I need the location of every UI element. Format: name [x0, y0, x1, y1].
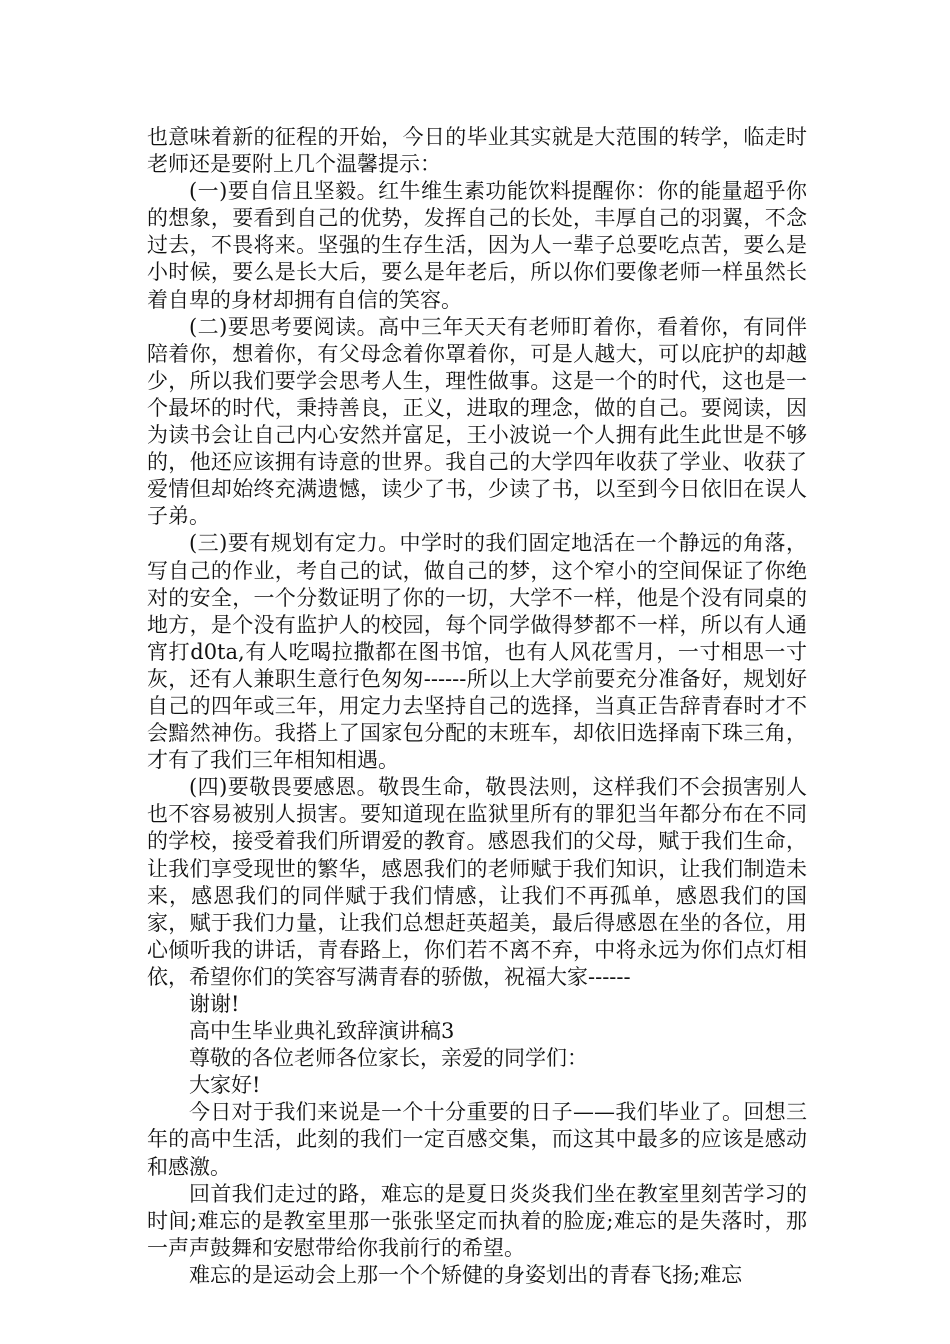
- paragraph: 回首我们走过的路，难忘的是夏日炎炎我们坐在教室里刻苦学习的时间;难忘的是教室里那一张张坚定而执着的脸庞;难忘的是失落时，那一声声鼓舞和安慰带给你我前行的希望。: [147, 1181, 807, 1260]
- salutation: 尊敬的各位老师各位家长，亲爱的同学们：: [189, 1046, 588, 1071]
- paragraph: (三)要有规划有定力。中学时的我们固定地活在一个静远的角落，写自己的作业，考自己的试，做自己的梦，这个窄小的空间保证了你绝对的安全，一个分数证明了你的一切，大学不一样，他是个没有同桌的地方，是个没有监护人的校园，每个同学做得梦都不一样，所以有人通宵打d0ta,有人吃喝拉撒都在图书馆，也有人风花雪月，一寸相思一寸灰，还有人兼职生意行色匆匆------所以上大学前要充分准备好，规划好自己的四年或三年，用定力去坚持自己的选择，当真正告辞青春时才不会黯然神伤。我搭上了国家包分配的末班车，却依旧选择南下珠三角，才有了我们三年相知相遇。: [147, 531, 807, 773]
- paragraph: 难忘的是运动会上那一个个矫健的身姿划出的青春飞扬;难忘: [189, 1262, 743, 1287]
- paragraph: (四)要敬畏要感恩。敬畏生命，敬畏法则，这样我们不会损害别人也不容易被别人损害。要知道现在监狱里所有的罪犯当年都分布在不同的学校，接受着我们所谓爱的教育。感恩我们的父母，赋于我们生命，让我们享受现世的繁华，感恩我们的老师赋于我们知识，让我们制造未来，感恩我们的同伴赋于我们情感，让我们不再孤单，感恩我们的国家，赋于我们力量，让我们总想赶英超美，最后得感恩在坐的各位，用心倾听我的讲话，青春路上，你们若不离不弃，中将永远为你们点灯相依，希望你们的笑容写满青春的骄傲，祝福大家------: [147, 775, 807, 989]
- section-heading: 高中生毕业典礼致辞演讲稿3: [189, 1019, 455, 1044]
- paragraph: 也意味着新的征程的开始，今日的毕业其实就是大范围的转学，临走时老师还是要附上几个温馨提示：: [147, 125, 807, 177]
- greeting: 大家好!: [189, 1073, 261, 1098]
- document-body: [147, 124, 807, 1289]
- paragraph: (一)要自信且坚毅。红牛维生素功能饮料提醒你：你的能量超乎你的想象，要看到自己的优势，发挥自己的长处，丰厚自己的羽翼，不念过去，不畏将来。坚强的生存生活，因为人一辈子总要吃点苦，要么是小时候，要么是长大后，要么是年老后，所以你们要像老师一样虽然长着自卑的身材却拥有自信的笑容。: [147, 179, 807, 312]
- paragraph: 今日对于我们来说是一个十分重要的日子——我们毕业了。回想三年的高中生活，此刻的我们一定百感交集，而这其中最多的应该是感动和感激。: [147, 1100, 807, 1179]
- paragraph: (二)要思考要阅读。高中三年天天有老师盯着你，看着你，有同伴陪着你，想着你，有父母念着你罩着你，可是人越大，可以庇护的却越少，所以我们要学会思考人生，理性做事。这是一个的时代，这也是一个最坏的时代，秉持善良，正义，进取的理念，做的自己。要阅读，因为读书会让自己内心安然并富足，王小波说一个人拥有此生此世是不够的，他还应该拥有诗意的世界。我自己的大学四年收获了学业、收获了爱情但却始终充满遗憾，读少了书，少读了书，以至到今日依旧在误人子弟。: [147, 314, 807, 529]
- paragraph: 谢谢!: [189, 992, 240, 1016]
